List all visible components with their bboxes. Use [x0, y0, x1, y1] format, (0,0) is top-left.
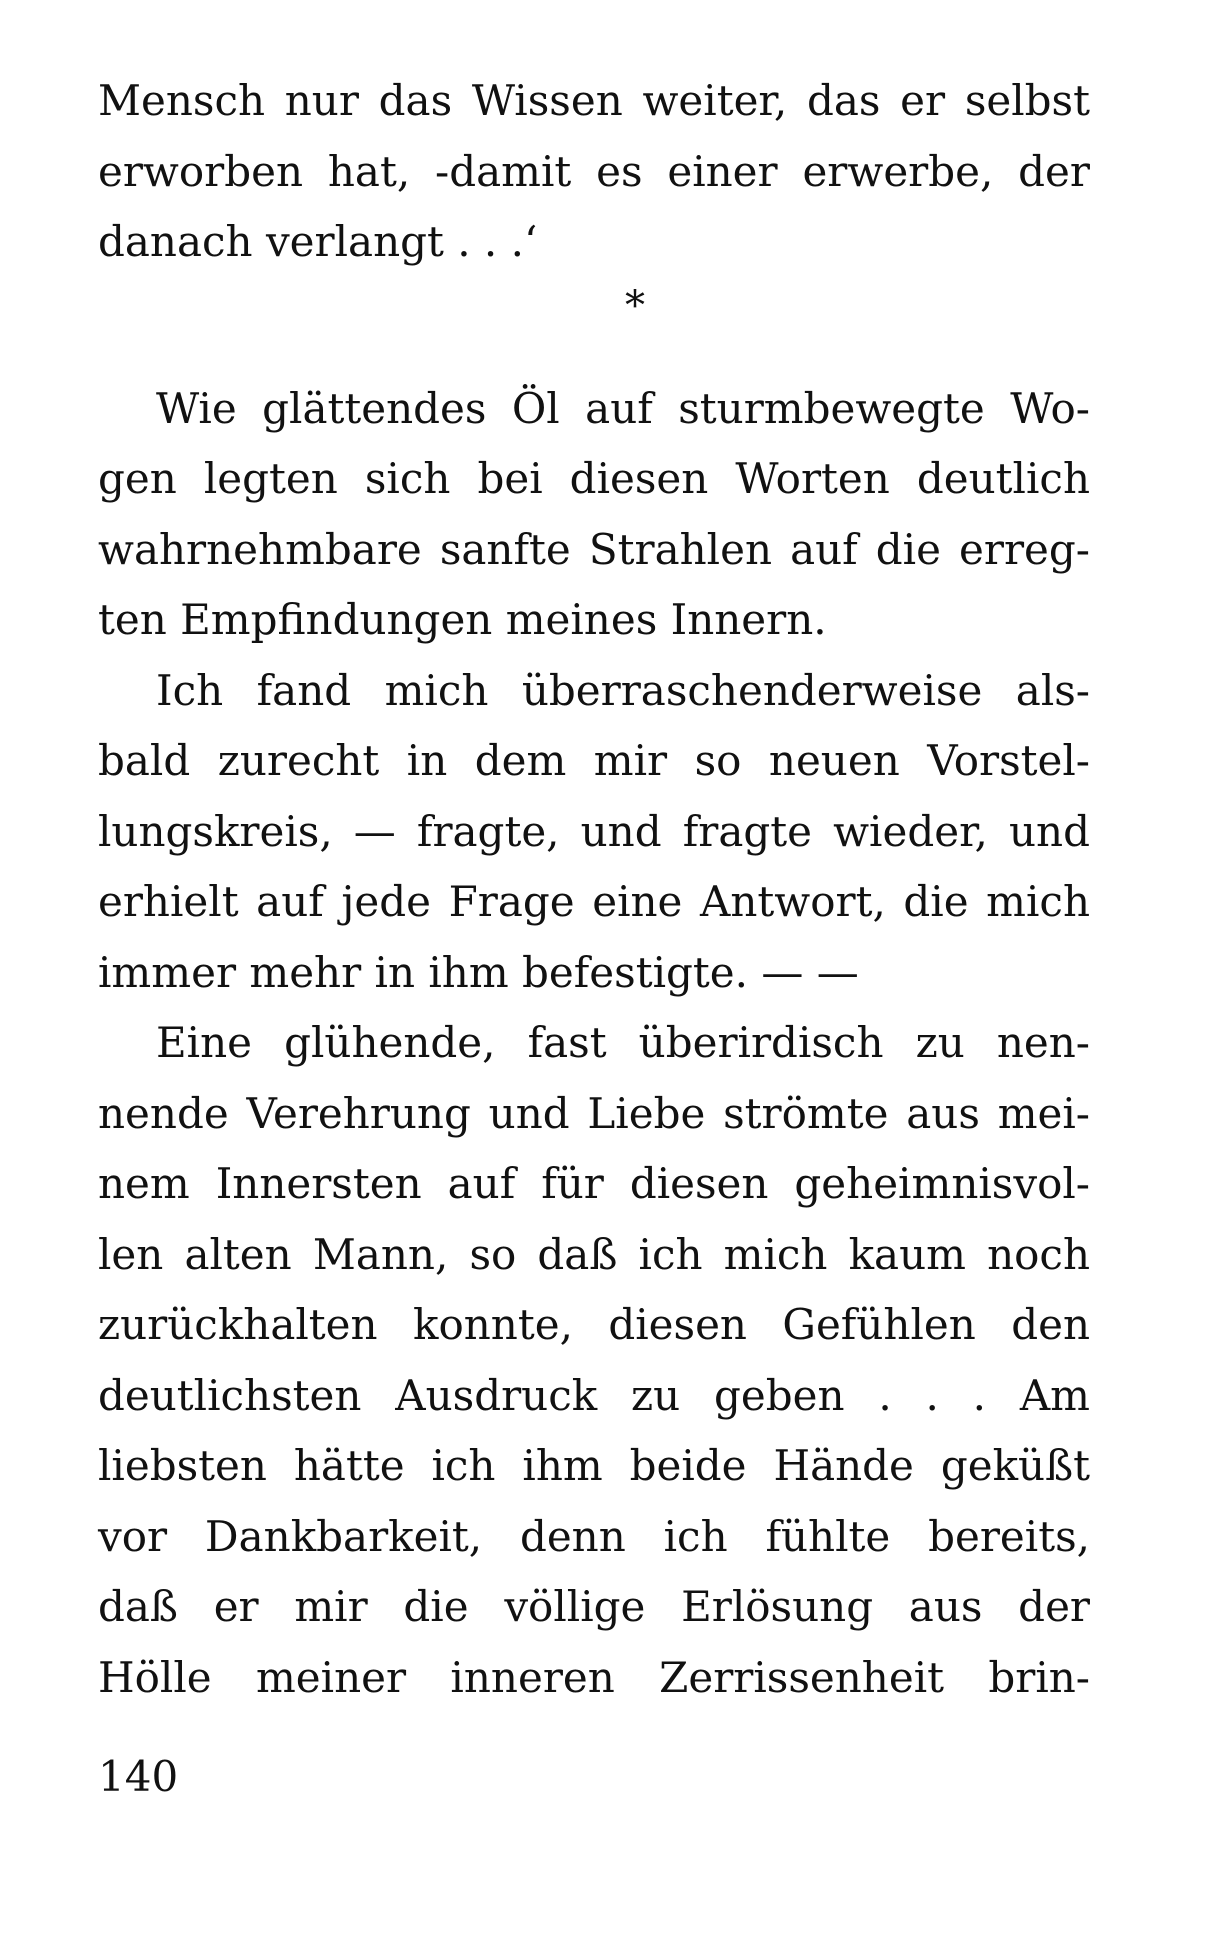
text-line: danach verlangt . . .‘: [98, 217, 538, 266]
text-line: len alten Mann, so daß ich mich kaum noch: [98, 1229, 1090, 1279]
text-line: deutlichsten Ausdruck zu geben . . . Am: [98, 1370, 1090, 1420]
text-line: gen legten sich bei diesen Worten deutlich: [98, 454, 1090, 503]
text-line: nem Innersten auf für diesen geheimnisvol-: [98, 1159, 1090, 1208]
paragraph-gap: [98, 334, 1090, 374]
section-separator: *: [625, 282, 645, 329]
text-line: erhielt auf jede Frage eine Antwort, die mich: [98, 877, 1090, 926]
text-line: Hölle meiner inneren Zerrissenheit brin-: [98, 1652, 1090, 1702]
text-line: ten Empfindungen meines Innern.: [98, 595, 827, 644]
text-line: Mensch nur das Wissen weiter, das er selbst: [98, 76, 1090, 125]
text-line: Ich fand mich überraschenderweise als-: [156, 665, 1090, 715]
text-line: Eine glühende, fast überirdisch zu nen-: [156, 1018, 1090, 1067]
text-line: immer mehr in ihm befestigte. — —: [98, 947, 859, 997]
text-line: wahrnehmbare sanfte Strahlen auf die erreg-: [98, 524, 1090, 574]
text-line: erworben hat, -damit es einer erwerbe, der: [98, 146, 1090, 196]
text-line: nende Verehrung und Liebe strömte aus mei-: [98, 1088, 1090, 1138]
text-line: liebsten hätte ich ihm beide Hände geküßt: [98, 1441, 1090, 1490]
page-number: 140: [98, 1752, 179, 1801]
text-line: bald zurecht in dem mir so neuen Vorstel-: [98, 736, 1090, 785]
text-line: daß er mir die völlige Erlösung aus der: [98, 1582, 1090, 1631]
text-line: zurückhalten konnte, diesen Gefühlen den: [98, 1300, 1090, 1349]
body-text: [98, 66, 1090, 1713]
text-line: Wie glättendes Öl auf sturmbewegte Wo-: [156, 383, 1090, 433]
text-line: vor Dankbarkeit, denn ich fühlte bereits,: [98, 1511, 1090, 1561]
text-line: lungskreis, — fragte, und fragte wieder, und: [98, 806, 1090, 856]
